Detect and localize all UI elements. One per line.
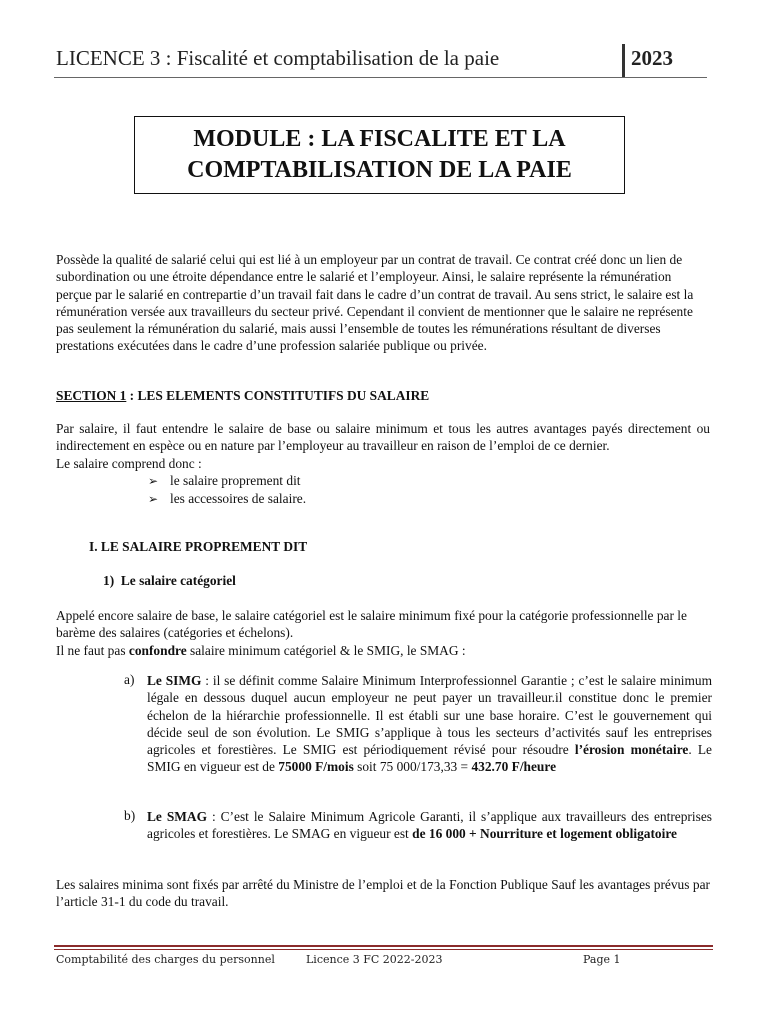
section-1-label: SECTION 1 xyxy=(56,388,127,403)
smig-text3: soit 75 000/173,33 = xyxy=(353,759,472,775)
definition-paragraph: Par salaire, il faut entendre le salaire de base ou salaire minimum et tous les autres avantages payés directement ou indirectement en espèce ou en nature par l’employeur au travailleur en raison de l’emploi de ce dernier. xyxy=(56,421,710,454)
smig-text2: . Le SMIG en vigueur est de xyxy=(147,742,712,775)
module-title-line2: COMPTABILISATION DE LA PAIE xyxy=(187,157,572,183)
item-b-marker: b) xyxy=(124,808,136,823)
list-item xyxy=(56,490,710,508)
module-title-line1: MODULE : LA FISCALITE ET LA xyxy=(193,126,566,152)
list-item-label: le salaire proprement dit xyxy=(170,472,301,488)
list-item xyxy=(56,472,710,490)
arrow-bullet-icon: ➢ xyxy=(148,492,159,507)
smig-bold3: 432.70 F/heure xyxy=(471,759,557,775)
header-title: LICENCE 3 : Fiscalité et comptabilisation de la paie xyxy=(56,46,500,70)
header-divider xyxy=(622,44,625,78)
footer-rule-thin xyxy=(54,949,713,950)
smig-paragraph xyxy=(147,672,712,776)
confondre-line xyxy=(56,642,710,659)
module-title-box xyxy=(134,116,625,194)
section-1-heading xyxy=(56,387,710,404)
footer-course: Comptabilité des charges du personnel xyxy=(56,953,275,966)
confondre-pre: Il ne faut pas xyxy=(56,642,129,658)
smig-term: Le SIMG xyxy=(147,673,202,688)
footer-page-number: Page 1 xyxy=(583,953,621,966)
minima-paragraph: Les salaires minima sont fixés par arrêté du Ministre de l’emploi et de la Fonction Publique Sauf les avantages prévus par l’article 31-1 du code du travail. xyxy=(56,877,710,910)
categoriel-paragraph: Appelé encore salaire de base, le salaire catégoriel est le salaire minimum fixé pour la catégorie professionnelle par le barème des salaires (catégories et échelons). xyxy=(56,608,687,641)
section-1-title: : LES ELEMENTS CONSTITUTIFS DU SALAIRE xyxy=(126,388,430,403)
item-a-marker: a) xyxy=(124,672,135,687)
definition-block xyxy=(56,420,710,508)
smig-bold2: 75000 F/mois xyxy=(278,759,354,775)
smig-bold1: l’érosion monétaire xyxy=(574,742,689,758)
categoriel-block xyxy=(56,607,710,659)
footer-rule-thick xyxy=(54,945,713,947)
heading-salaire-categoriel: 1) Le salaire catégoriel xyxy=(103,573,236,588)
header-rule xyxy=(54,77,707,78)
confondre-bold: confondre xyxy=(128,642,187,658)
smag-paragraph xyxy=(147,808,712,843)
arrow-bullet-icon: ➢ xyxy=(148,473,159,488)
footer-class: Licence 3 FC 2022-2023 xyxy=(306,953,443,966)
header-year: 2023 xyxy=(631,46,673,70)
intro-paragraph: Possède la qualité de salarié celui qui est lié à un employeur par un contrat de travail. Ce contrat créé donc un lien de subordination ou une étroite dépendance entre le salarié et l’employeur. Ainsi, le salaire représente la rémunération perçue par le salarié en contrepartie d’un travail fait dans le cadre d’un contrat de travail. Au sens strict, le salaire est la rémunération versée aux travailleurs du secteur privé. Cependant il convient de mentionner que le salaire ne représente pas seulement la rémunération du salarié, mais aussi l’ensemble de toutes les rémunérations résultant de diverses prestations exécutées dans le cadre d’une profession salariée publique ou privée. xyxy=(56,252,694,354)
salary-includes-line: Le salaire comprend donc : xyxy=(56,455,202,471)
smag-bold1: de 16 000 + Nourriture et logement obligatoire xyxy=(412,826,677,842)
smag-term: Le SMAG xyxy=(147,809,207,824)
smig-text1: : il se définit comme Salaire Minimum Interprofessionnel Garantie ; c’est le salaire minimum légale en dessous duquel aucun employeur ne peut payer un travailleur.il constitue donc le premier échelon de la hiérarchie professionnelle. Il est établi sur une base horaire. C’est le gouvernement qui décide seul de son évolution. Le SMIG s’applique à tous les secteurs d’activités sauf les entreprises agricoles et forestières. Le SMIG est périodiquement révisé pour résoudre xyxy=(147,673,713,758)
heading-salaire-proprement-dit: I. LE SALAIRE PROPREMENT DIT xyxy=(89,539,308,554)
list-item-label: les accessoires de salaire. xyxy=(170,491,307,507)
smag-text1: : C’est le Salaire Minimum Agricole Garanti, il s’applique aux travailleurs des entreprises agricoles et forestières. Le SMAG en vigueur est xyxy=(147,809,712,842)
confondre-post: salaire minimum catégoriel & le SMIG, le SMAG : xyxy=(186,642,466,658)
